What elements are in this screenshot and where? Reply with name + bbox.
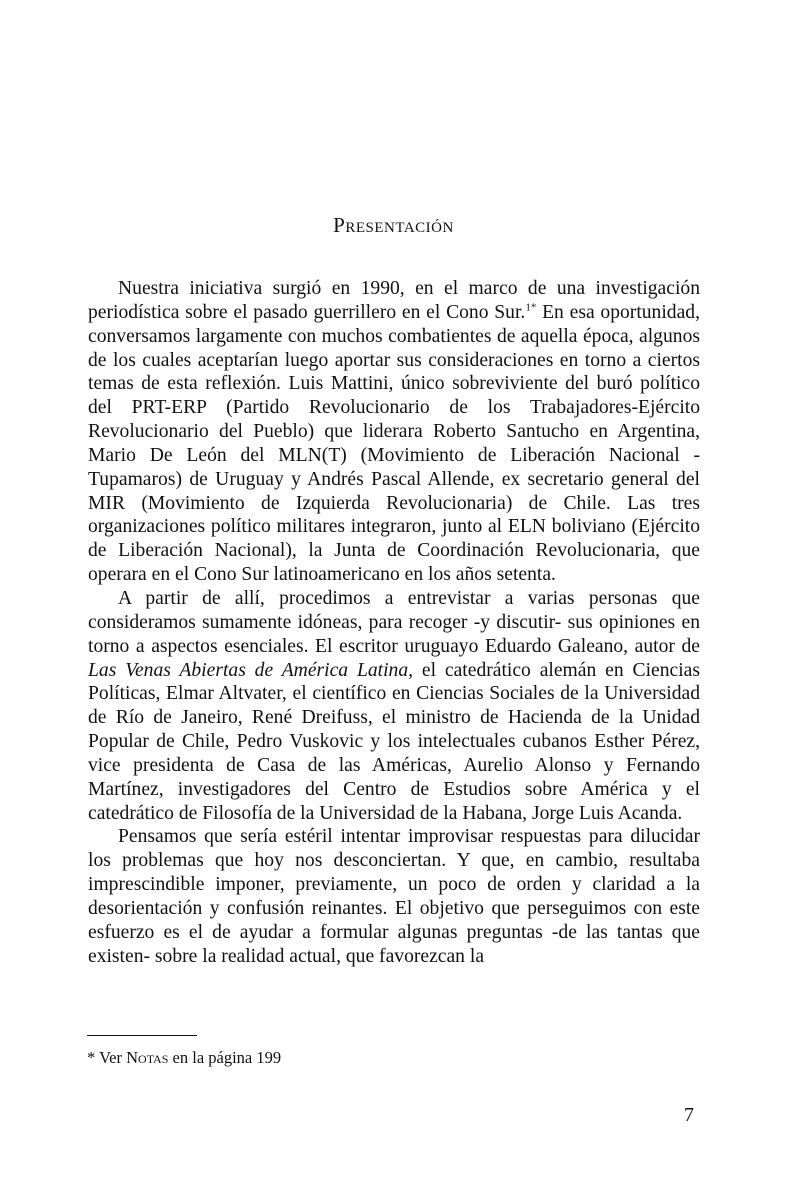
page-number: 7 xyxy=(684,1104,694,1126)
footnote-divider xyxy=(87,1035,197,1036)
text-segment: A partir de allí, procedimos a entrevistar a varias personas que consideramos sumamente idóneas, para recoger -y discutir- sus opiniones en torno a aspectos esenciales. El escritor uruguayo Eduardo Galeano, autor de xyxy=(88,587,700,657)
page-title: Presentación xyxy=(333,213,454,237)
body-text xyxy=(88,277,700,968)
book-title: Las Venas Abiertas de América Latina, xyxy=(88,659,414,681)
footnote-marker: * xyxy=(87,1048,96,1067)
paragraph xyxy=(88,825,700,968)
paragraph xyxy=(88,587,700,825)
footnote-notas: Notas xyxy=(126,1048,169,1067)
footnote-suffix: en la página 199 xyxy=(172,1048,282,1067)
text-segment: En esa oportunidad, conversamos largamente con muchos combatientes de aquella época, algunos de los cuales aceptarían luego aportar sus consideraciones en torno a ciertos temas de esta reflexión. Luis Mattini, único sobreviviente del buró político del PRT-ERP (Partido Revolucionario de los Trabajadores-Ejército Revolucionario del Pueblo) que liderara Roberto Santucho en Argentina, Mario De León del MLN(T) (Movimiento de Liberación Nacional - Tupamaros) de Uruguay y Andrés Pascal Allende, ex secretario general del MIR (Movimiento de Izquierda Revolucionaria) de Chile. Las tres organizaciones político militares integraron, junto al ELN boliviano (Ejército de Liberación Nacional), la Junta de Coordinación Revolucionaria, que operara en el Cono Sur latinoamericano en los años setenta. xyxy=(88,301,700,586)
paragraph xyxy=(88,277,700,587)
text-segment: el catedrático alemán en Ciencias Políticas, Elmar Altvater, el científico en Ciencias Sociales de la Universidad de Río de Janeiro, René Dreifuss, el ministro de Hacienda de la Unidad Popular de Chile, Pedro Vuskovic y los intelectuales cubanos Esther Pérez, vice presidenta de Casa de las Américas, Aurelio Alonso y Fernando Martínez, investigadores del Centro de Estudios sobre América y el catedrático de Filosofía de la Universidad de la Habana, Jorge Luis Acanda. xyxy=(88,659,700,824)
footnote xyxy=(87,1048,281,1068)
footnote-reference: 1* xyxy=(525,301,537,314)
text-segment: Pensamos que sería estéril intentar improvisar respuestas para dilucidar los problemas que hoy nos desconciertan. Y que, en cambio, resultaba imprescindible imponer, previamente, un poco de orden y claridad a la desorientación y confusión reinantes. El objetivo que perseguimos con este esfuerzo es el de ayudar a formular algunas preguntas -de las tantas que existen- sobre la realidad actual, que favorezcan la xyxy=(88,826,700,967)
text-segment: Nuestra iniciativa surgió en 1990, en el marco de una investigación periodística sobre el pasado guerrillero en el Cono Sur. xyxy=(88,278,700,323)
footnote-prefix: Ver xyxy=(99,1048,122,1067)
